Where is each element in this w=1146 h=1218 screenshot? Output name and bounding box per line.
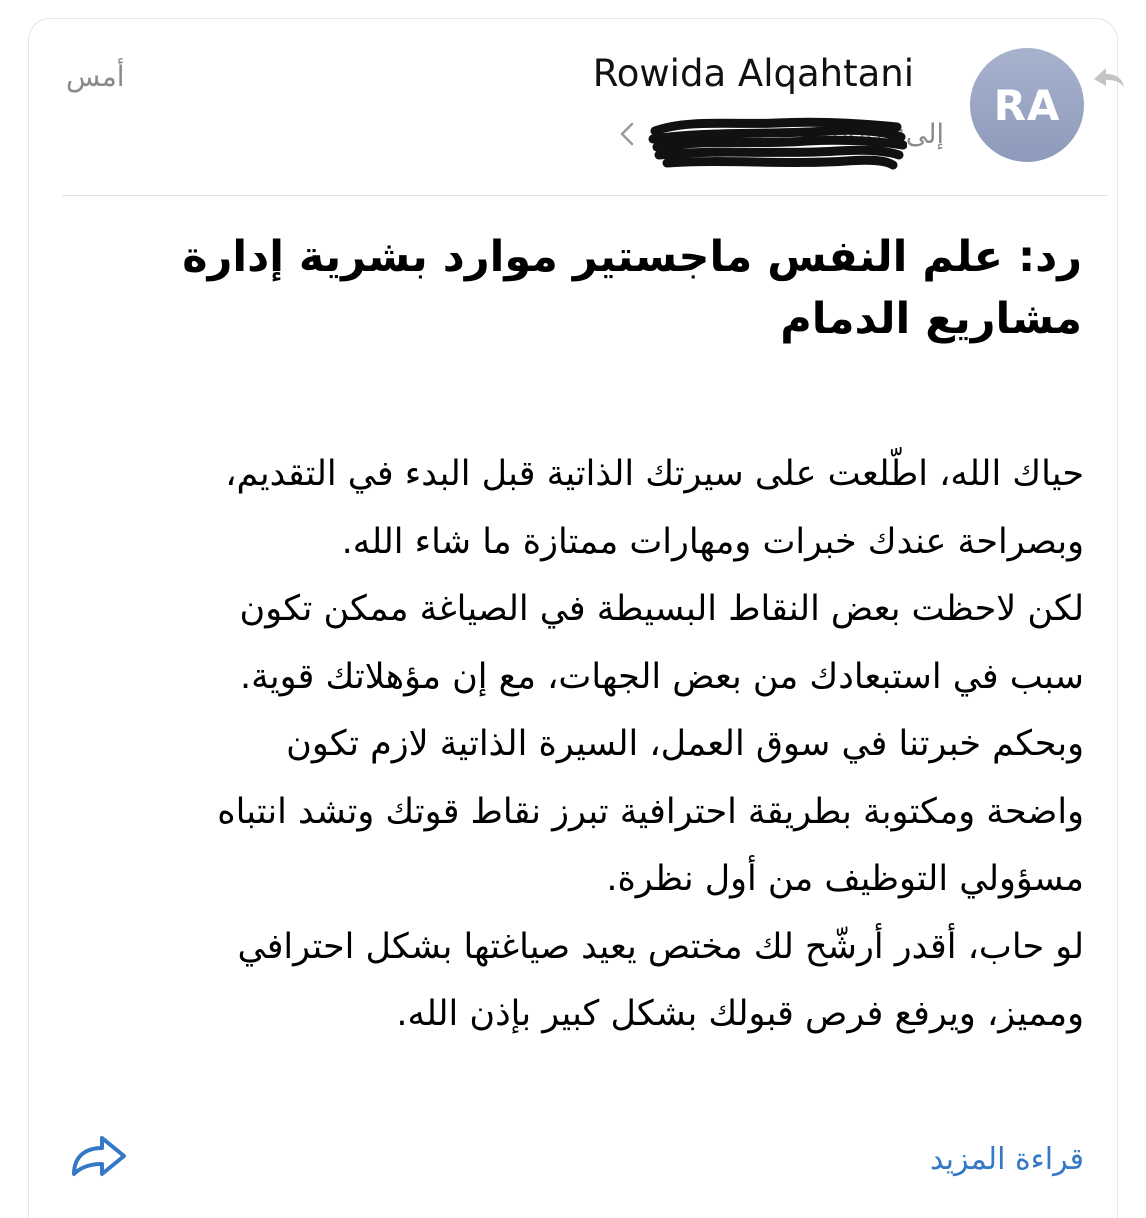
email-date: أمس xyxy=(66,60,125,93)
avatar[interactable] xyxy=(970,48,1084,162)
body-line: لكن لاحظت بعض النقاط البسيطة في الصياغة ممكن تكون xyxy=(239,589,1084,629)
email-body xyxy=(72,441,1084,1049)
body-line: سبب في استبعادك من بعض الجهات، مع إن مؤهلاتك قوية. xyxy=(239,656,1084,697)
email-subject xyxy=(90,226,1082,350)
recipient-address-redacted: shoth xyxy=(653,119,893,150)
recipient-row[interactable] xyxy=(619,112,944,156)
avatar-initials: RA xyxy=(993,80,1061,130)
read-more-link[interactable]: قراءة المزيد xyxy=(929,1142,1084,1177)
subject-line: مشاريع الدمام xyxy=(780,294,1082,344)
body-line: لو حاب، أقدر أرشّح لك مختص يعيد صياغتها بشكل احترافي xyxy=(237,926,1084,967)
chevron-left-icon xyxy=(619,121,635,147)
body-line: ومميز، ويرفع فرص قبولك بشكل كبير بإذن الله. xyxy=(396,994,1084,1034)
body-line: حياك الله، اطّلعت على سيرتك الذاتية قبل البدء في التقديم، xyxy=(225,454,1084,494)
to-label: إلى: xyxy=(896,118,944,150)
forward-arrow-icon[interactable] xyxy=(66,1128,130,1182)
body-line: وبصراحة عندك خبرات ومهارات ممتازة ما شاء الله. xyxy=(341,521,1084,562)
header-divider xyxy=(62,195,1108,196)
subject-line: رد: علم النفس ماجستير موارد بشرية إدارة xyxy=(182,232,1082,282)
body-line: مسؤولي التوظيف من أول نظرة. xyxy=(606,859,1084,899)
sender-name[interactable]: Rowida Alqahtani xyxy=(592,52,914,95)
redaction-scribble xyxy=(647,109,907,179)
body-line: واضحة ومكتوبة بطريقة احترافية تبرز نقاط قوتك وتشد انتباه xyxy=(217,791,1084,832)
reply-arrow-icon[interactable] xyxy=(1090,62,1128,92)
body-line: وبحكم خبرتنا في سوق العمل، السيرة الذاتية لازم تكون xyxy=(286,724,1084,764)
